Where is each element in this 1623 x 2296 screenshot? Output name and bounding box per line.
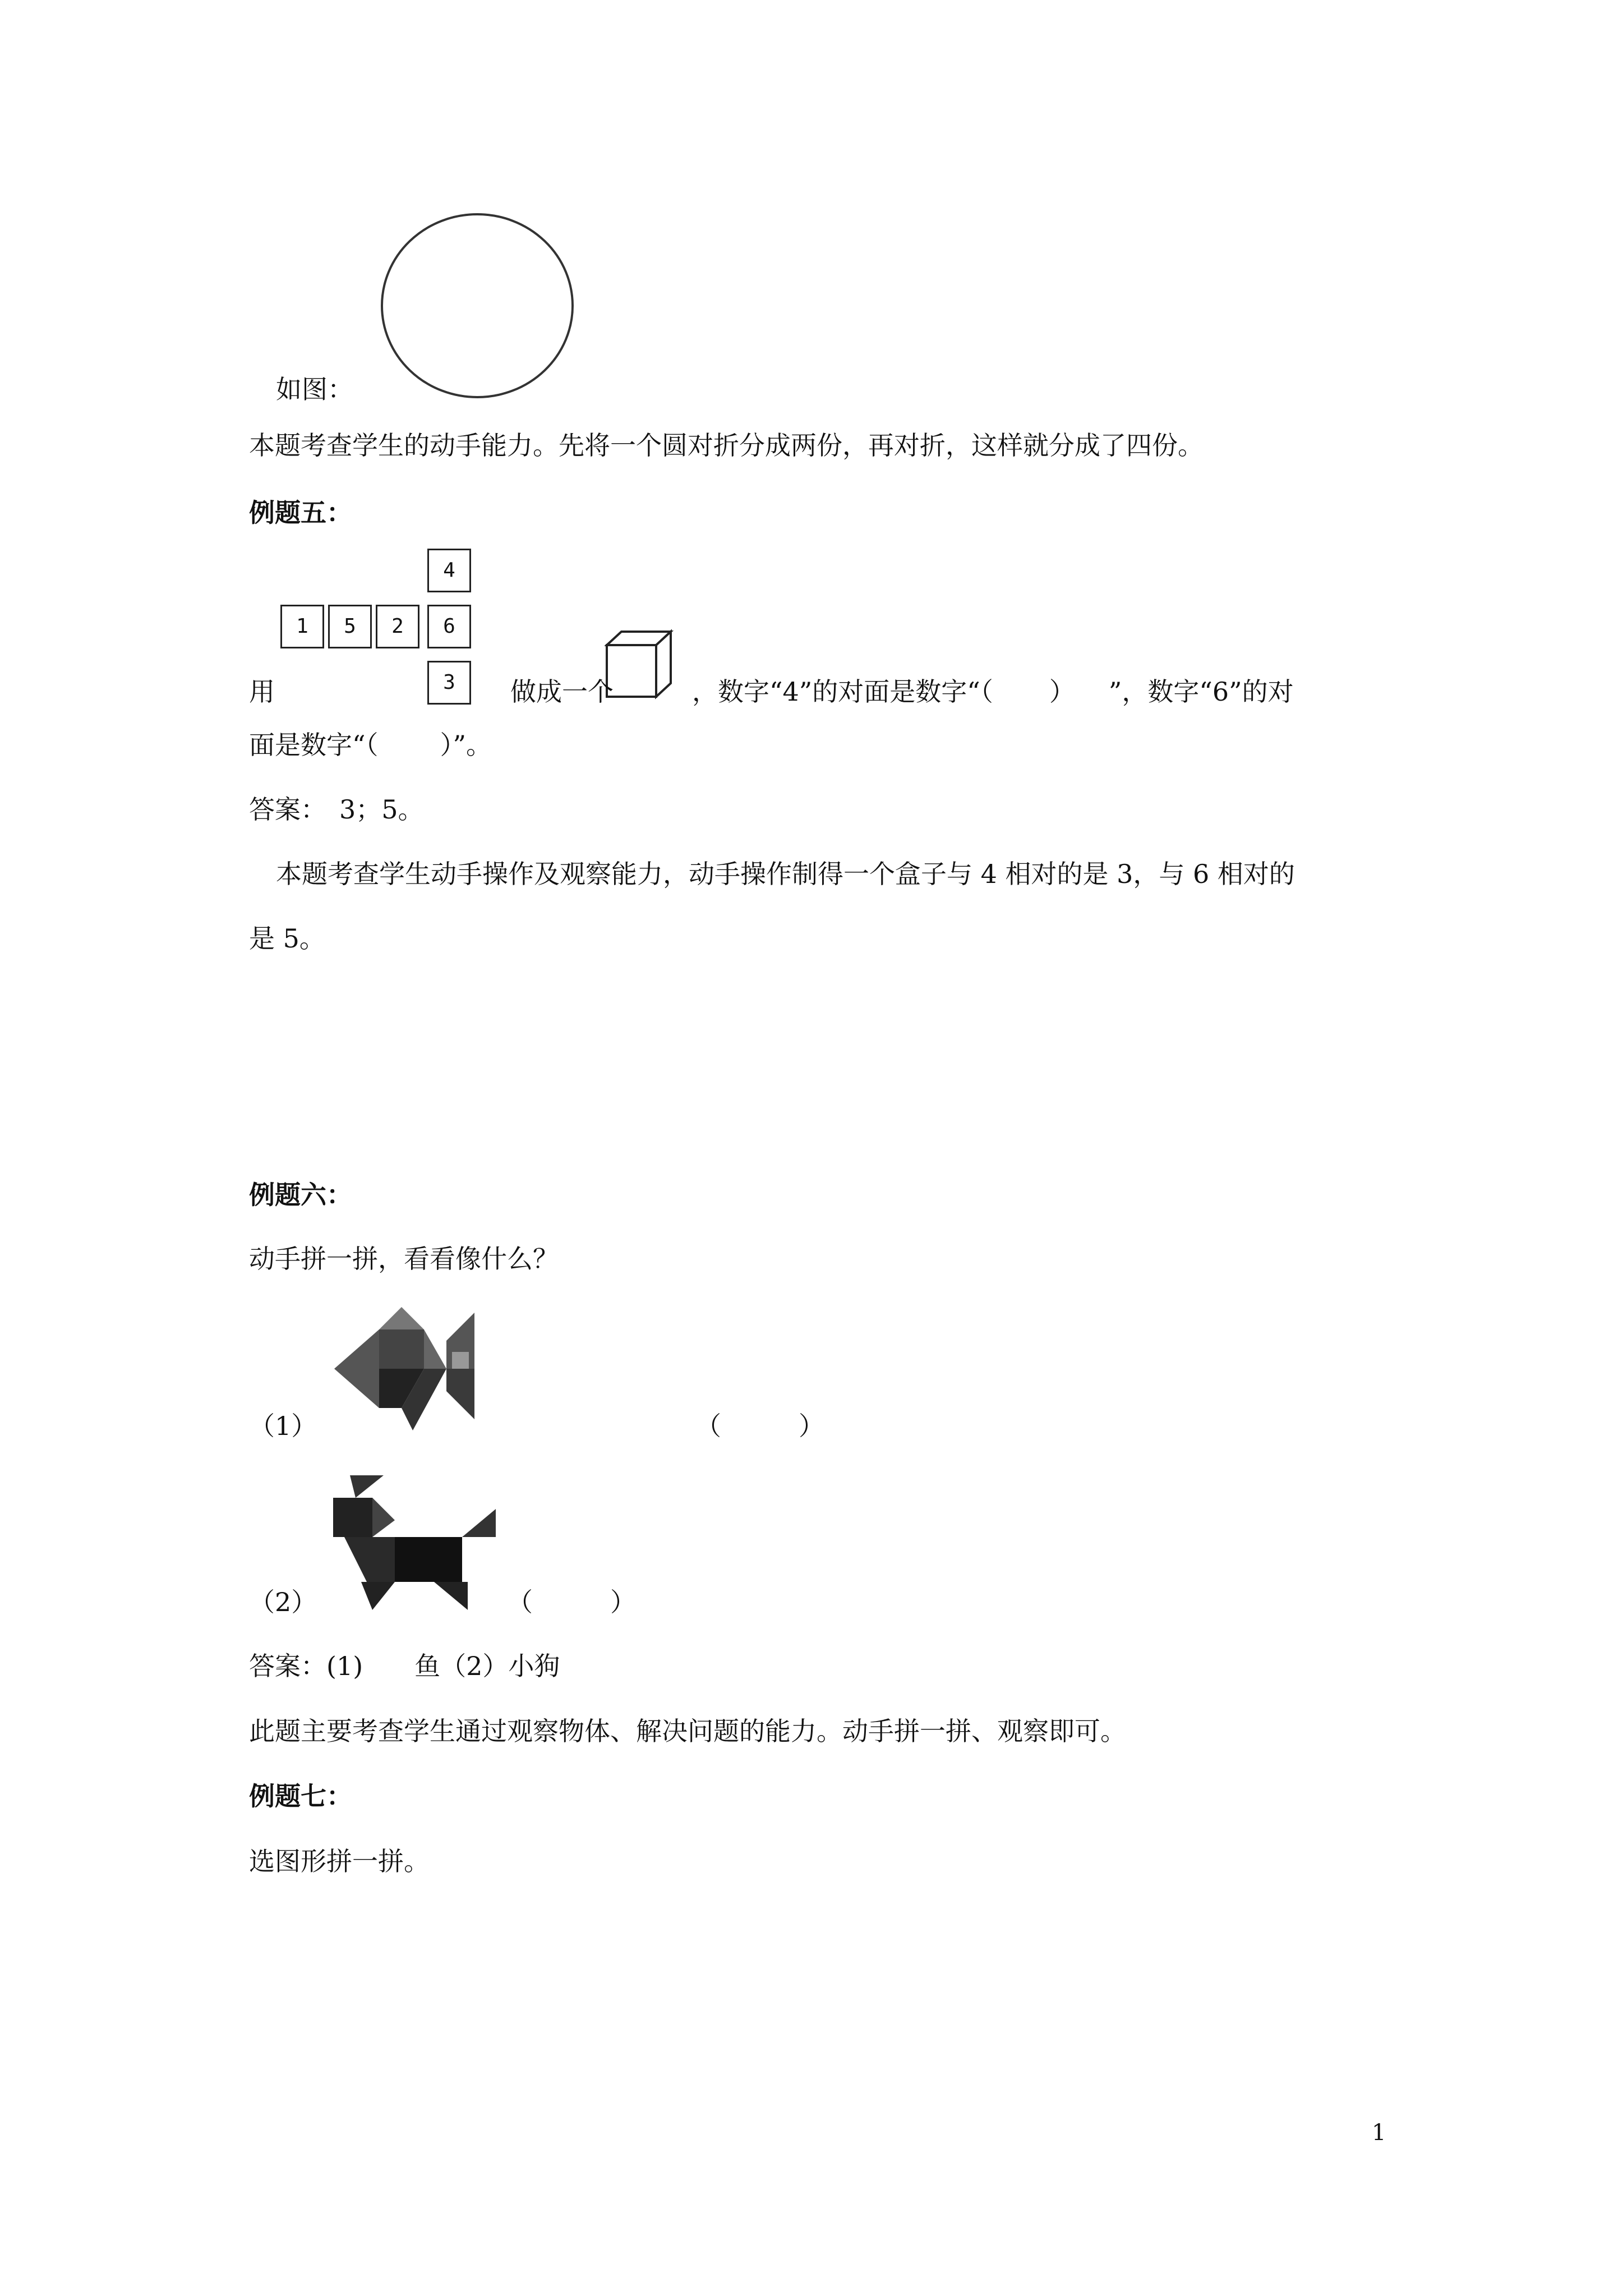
example5-answer: 答案： 3；5。 (249, 794, 424, 825)
net-cell: 5 (328, 605, 372, 648)
question-part: 用 (249, 677, 275, 707)
example6-answer: 答案：(1) 鱼（2）小狗 (249, 1651, 560, 1681)
example6-prompt: 动手拼一拼，看看像什么？ (249, 1244, 559, 1274)
tangram-fish-image (334, 1307, 480, 1430)
question-part: ）”。 (440, 730, 492, 760)
net-cell: 3 (427, 661, 471, 705)
net-cell: 6 (427, 605, 471, 648)
net-cell: 4 (427, 549, 471, 592)
example6-item1-blank: （ ） (695, 1411, 824, 1441)
tangram-dog-image (333, 1475, 501, 1616)
example7-heading: 例题七： (249, 1781, 352, 1811)
example6-item1-label: （1） (249, 1411, 317, 1441)
example6-item2-blank: （ ） (507, 1587, 636, 1617)
example5-explanation-line1: 本题考查学生动手操作及观察能力，动手操作制得一个盒子与 4 相对的是 3，与 6 相对的 (276, 859, 1295, 889)
circle-figure (374, 208, 581, 404)
question-part: 做成一个 (510, 677, 614, 707)
question-part: 面是数字“（ (249, 730, 379, 760)
question-part: ”，数字“6”的对 (1108, 677, 1294, 707)
net-cell: 1 (280, 605, 324, 648)
example5-question-line1 (249, 675, 1294, 708)
example6-heading: 例题六： (249, 1180, 352, 1210)
example6-item2-label: （2） (249, 1587, 317, 1617)
circle-explanation: 本题考查学生的动手能力。先将一个圆对折分成两份，再对折，这样就分成了四份。 (249, 430, 1204, 461)
example6-explanation: 此题主要考查学生通过观察物体、解决问题的能力。动手拼一拼、观察即可。 (249, 1716, 1126, 1746)
example5-heading: 例题五： (249, 498, 352, 528)
example5-question-line2 (249, 728, 492, 762)
page-number: 1 (1372, 2120, 1386, 2146)
question-part: ，数字“4”的对面是数字“（ (692, 677, 993, 707)
question-part: ） (1049, 677, 1075, 707)
example7-prompt: 选图形拼一拼。 (249, 1846, 430, 1876)
example5-explanation-line2: 是 5。 (249, 923, 325, 954)
circle-label: 如图： (276, 374, 353, 404)
net-cell: 2 (376, 605, 419, 648)
